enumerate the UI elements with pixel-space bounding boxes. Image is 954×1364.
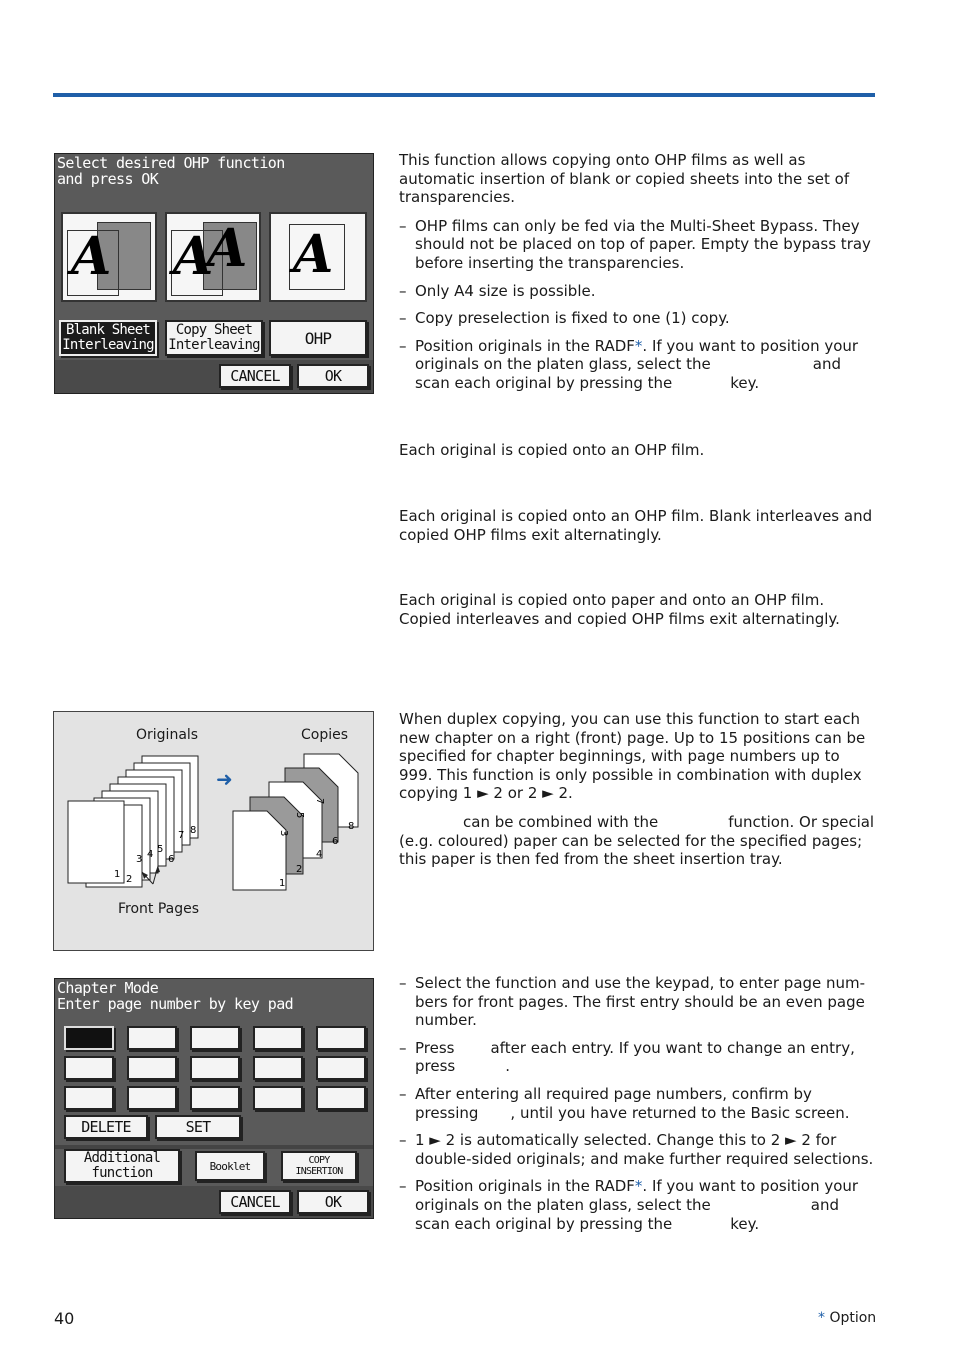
chapter-steps	[399, 974, 877, 1233]
page-number-tile[interactable]	[64, 1086, 114, 1110]
chapter-paragraph-1: When duplex copying, you can use this function to start each new chapter on a right (front) page. Up to 15 positions can be specified for chapter beginnings, with page numbers up to 999. This function is only possible in combination with duplex copying 1 ► 2 or 2 ► 2.	[399, 710, 866, 803]
page-number-tile[interactable]	[253, 1056, 303, 1080]
page-number-tile[interactable]	[253, 1086, 303, 1110]
ohp-mode-description: Each original is copied onto an OHP film.	[399, 441, 705, 459]
booklet-button[interactable]: Booklet	[195, 1151, 265, 1181]
chapter-description	[399, 710, 877, 869]
copy-sheet-icon[interactable]	[165, 212, 261, 302]
original-page-number: 8	[190, 825, 197, 836]
step-5: – Position originals in the RADF*. If you want to position your originals on the platen glass, select the and scan each original by pressing the key.	[399, 1177, 877, 1233]
copy-page-number: 7	[314, 798, 325, 805]
copy-sheet-interleaving-button[interactable]: Copy Sheet Interleaving	[165, 320, 263, 356]
ohp-button[interactable]: OHP	[269, 320, 367, 356]
page-stack-illustration	[54, 712, 373, 950]
page-number-tile[interactable]	[190, 1026, 240, 1050]
set-button[interactable]: SET	[155, 1115, 241, 1139]
page-number-tile[interactable]	[190, 1056, 240, 1080]
screen-header-line-2: Enter page number by key pad	[57, 995, 294, 1013]
chapter-paragraph-2: can be combined with the function. Or special (e.g. coloured) paper can be selected for the specified pages; this paper is then fed from the sheet insertion tray.	[399, 812, 875, 869]
chapter-diagram	[53, 711, 374, 951]
copy-page-number: 4	[316, 849, 323, 860]
step-3: – After entering all required page numbers, confirm by pressing , until you have returned to the Basic screen.	[399, 1085, 877, 1122]
ok-button[interactable]: OK	[297, 364, 369, 388]
ohp-function-screen	[54, 153, 374, 394]
ohp-bullet-1: – OHP films can only be fed via the Multi-Sheet Bypass. They should not be placed on top of paper. Empty the bypass tray before inserting the transparencies.	[399, 217, 877, 273]
copies-label: Copies	[301, 727, 349, 743]
copy-page-number: 1	[279, 878, 286, 889]
letter-a-icon: A	[173, 226, 214, 287]
svg-text:➜: ➜	[216, 767, 233, 791]
step-2: – Press after each entry. If you want to change an entry, press .	[399, 1039, 877, 1076]
original-page-number: 2	[126, 874, 133, 885]
step-4: – 1 ► 2 is automatically selected. Change this to 2 ► 2 for double-sided originals; and make further required selections.	[399, 1131, 877, 1168]
copy-page-number: 2	[296, 864, 303, 875]
ohp-bullet-3: – Copy preselection is fixed to one (1) copy.	[399, 309, 877, 328]
front-pages-label: Front Pages	[118, 901, 200, 917]
letter-a-icon: A	[71, 226, 112, 287]
copy-page-number: 3	[278, 830, 289, 837]
chapter-mode-screen	[54, 978, 374, 1219]
ohp-bullet-4: – Position originals in the RADF*. If you want to position your originals on the platen glass, select the and scan each original by pressing the key.	[399, 337, 877, 393]
page-number-tile[interactable]	[316, 1086, 366, 1110]
page-number: 40	[54, 1309, 75, 1328]
page-number-tile[interactable]	[64, 1056, 114, 1080]
step-1: – Select the function and use the keypad, to enter page num- bers for front pages. The first entry should be an even page number.	[399, 974, 877, 1030]
letter-a-icon: A	[207, 218, 248, 279]
page-number-tile[interactable]	[190, 1086, 240, 1110]
screen-header-line-2: and press OK	[57, 170, 159, 188]
ohp-description	[399, 151, 877, 393]
ohp-bullet-2: – Only A4 size is possible.	[399, 282, 877, 301]
page-number-tile[interactable]	[127, 1056, 177, 1080]
blank-sheet-icon[interactable]	[61, 212, 157, 302]
original-page-number: 4	[147, 849, 154, 860]
letter-a-icon: A	[293, 224, 334, 285]
copy-page-number: 6	[332, 836, 339, 847]
original-page-number: 6	[168, 854, 175, 865]
blank-interleave-description: Each original is copied onto an OHP film. Blank interleaves and copied OHP films exit alternatingly.	[399, 507, 873, 544]
originals-label: Originals	[136, 727, 199, 743]
screen-header-line-1: Select desired OHP function	[57, 154, 285, 172]
copy-page-number: 8	[348, 821, 355, 832]
cancel-button[interactable]: CANCEL	[219, 364, 291, 388]
original-page-number: 5	[157, 844, 164, 855]
option-note: * Option	[818, 1310, 877, 1326]
original-page-number: 3	[136, 854, 143, 865]
header-rule	[53, 93, 875, 97]
ok-button[interactable]: OK	[297, 1190, 369, 1214]
cancel-button[interactable]: CANCEL	[219, 1190, 291, 1214]
ohp-intro: This function allows copying onto OHP films as well as automatic insertion of blank or copied sheets into the set of transparencies.	[399, 151, 850, 207]
page-number-tile[interactable]	[127, 1086, 177, 1110]
delete-button[interactable]: DELETE	[64, 1115, 148, 1139]
page-number-tile[interactable]	[253, 1026, 303, 1050]
page-number-tile[interactable]	[316, 1026, 366, 1050]
blank-sheet-interleaving-button[interactable]: Blank Sheet Interleaving	[59, 320, 157, 356]
page-number-tile[interactable]	[127, 1026, 177, 1050]
additional-function-button[interactable]: Additional function	[64, 1149, 180, 1183]
page-number-tile[interactable]	[316, 1056, 366, 1080]
page-number-tile[interactable]	[64, 1026, 114, 1050]
copy-page-number: 5	[294, 812, 305, 819]
copy-insertion-button[interactable]: COPY INSERTION	[281, 1151, 357, 1181]
original-page-number: 7	[178, 830, 185, 841]
original-page-number: 1	[114, 869, 121, 880]
ohp-icon[interactable]	[269, 212, 367, 302]
screen-header-line-1: Chapter Mode	[57, 979, 159, 997]
copy-interleave-description: Each original is copied onto paper and onto an OHP film. Copied interleaves and copied OHP films exit alternatingly.	[399, 591, 840, 628]
